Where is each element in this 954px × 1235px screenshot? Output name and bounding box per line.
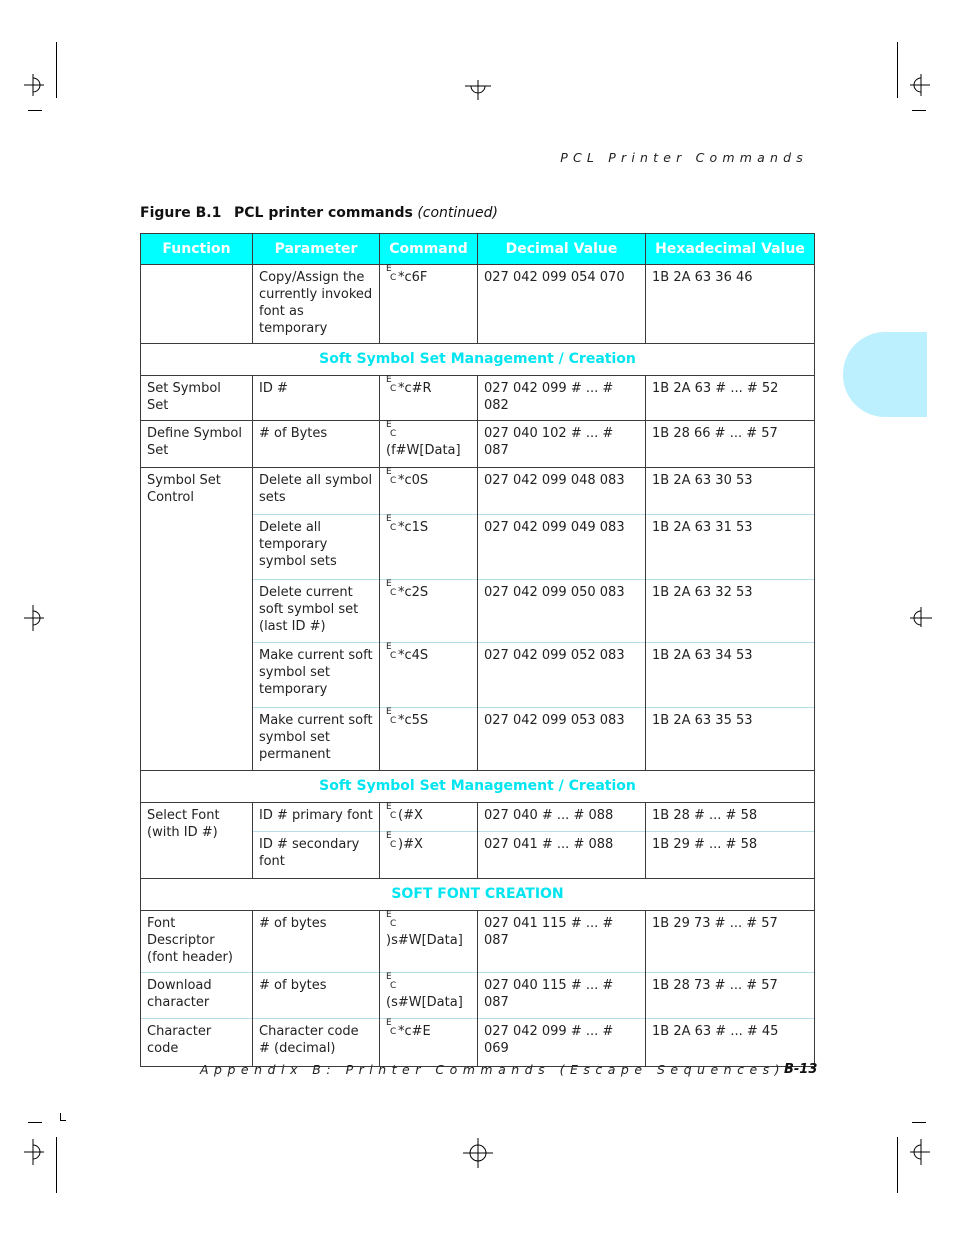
- escape-char: E C: [386, 707, 397, 726]
- cell-parameter: Delete all temporary symbol sets: [253, 515, 380, 580]
- cell-command: E C (#X: [380, 803, 478, 832]
- cell-decimal: 027 041 115 # ... # 087: [478, 911, 646, 973]
- cell-parameter: Delete current soft symbol set (last ID #): [253, 580, 380, 643]
- table-row: [141, 421, 815, 468]
- cell-parameter: # of Bytes: [253, 421, 380, 468]
- cell-function: Set Symbol Set: [141, 376, 253, 421]
- cell-command: E C *c#E: [380, 1019, 478, 1067]
- cell-hex: 1B 28 73 # ... # 57: [646, 973, 815, 1019]
- figure-caption: [140, 205, 498, 221]
- cell-command: E C (f#W[Data]: [380, 421, 478, 468]
- registration-mark-icon: [465, 78, 491, 100]
- cell-hex: 1B 2A 63 # ... # 45: [646, 1019, 815, 1067]
- cell-parameter: Delete all symbol sets: [253, 468, 380, 515]
- registration-mark-icon: [22, 605, 44, 631]
- cell-hex: 1B 2A 63 32 53: [646, 580, 815, 643]
- crop-mark: [56, 1137, 57, 1193]
- cell-hex: 1B 29 73 # ... # 57: [646, 911, 815, 973]
- table-row: [141, 973, 815, 1019]
- cell-function: Define Symbol Set: [141, 421, 253, 468]
- table-row: [141, 803, 815, 832]
- table-row: [141, 1019, 815, 1067]
- crop-mark: [56, 42, 57, 98]
- crop-mark: [897, 1137, 898, 1193]
- cell-hex: 1B 28 66 # ... # 57: [646, 421, 815, 468]
- section-header: [141, 344, 815, 376]
- registration-mark-icon: [910, 1139, 932, 1165]
- cell-parameter: ID #: [253, 376, 380, 421]
- header-decimal: Decimal Value: [478, 234, 646, 265]
- section-title: Soft Symbol Set Management / Creation: [141, 344, 815, 376]
- cell-hex: 1B 2A 63 # ... # 52: [646, 376, 815, 421]
- section-title: SOFT FONT CREATION: [141, 879, 815, 911]
- cell-command: E C *c1S: [380, 515, 478, 580]
- escape-char: E C: [386, 972, 397, 991]
- page-number: B-13: [784, 1062, 818, 1077]
- registration-mark-icon: [22, 1139, 44, 1165]
- chapter-thumb-tab: [843, 332, 927, 417]
- cell-command: E C *c5S: [380, 708, 478, 771]
- registration-mark-icon: [910, 605, 932, 631]
- header-command: Command: [380, 234, 478, 265]
- escape-char: E C: [386, 831, 397, 850]
- cell-parameter: Character code # (decimal): [253, 1019, 380, 1067]
- table-row: [141, 265, 815, 344]
- cell-decimal: 027 040 102 # ... # 087: [478, 421, 646, 468]
- cell-command: E C )s#W[Data]: [380, 911, 478, 973]
- cell-command: E C *c2S: [380, 580, 478, 643]
- cell-parameter: ID # primary font: [253, 803, 380, 832]
- table-row: [141, 911, 815, 973]
- escape-char: E C: [386, 1018, 397, 1037]
- cell-hex: 1B 2A 63 35 53: [646, 708, 815, 771]
- cell-hex: 1B 2A 63 31 53: [646, 515, 815, 580]
- cell-parameter: # of bytes: [253, 973, 380, 1019]
- cell-command: E C *c#R: [380, 376, 478, 421]
- cell-decimal: 027 042 099 050 083: [478, 580, 646, 643]
- escape-char: E C: [386, 375, 397, 394]
- escape-char: E C: [386, 467, 397, 486]
- cell-hex: 1B 2A 63 36 46: [646, 265, 815, 344]
- cell-parameter: # of bytes: [253, 911, 380, 973]
- table-row: [141, 468, 815, 515]
- crop-mark: [28, 1122, 42, 1123]
- escape-char: E C: [386, 802, 397, 821]
- cell-function: Download character: [141, 973, 253, 1019]
- section-title: Soft Symbol Set Management / Creation: [141, 771, 815, 803]
- registration-mark-icon: [463, 1138, 493, 1168]
- cell-decimal: 027 042 099 052 083: [478, 643, 646, 708]
- crop-mark: [60, 1120, 66, 1121]
- escape-char: E C: [386, 642, 397, 661]
- cell-decimal: 027 042 099 # ... # 082: [478, 376, 646, 421]
- escape-char: E C: [386, 420, 397, 439]
- running-head: PCL Printer Commands: [560, 150, 808, 165]
- cell-parameter: Copy/Assign the currently invoked font as temporary: [253, 265, 380, 344]
- crop-mark: [912, 110, 926, 111]
- cell-hex: 1B 28 # ... # 58: [646, 803, 815, 832]
- cell-function: Symbol Set Control: [141, 468, 253, 771]
- figure-title: PCL printer commands: [234, 205, 413, 221]
- cell-parameter: ID # secondary font: [253, 832, 380, 879]
- cell-hex: 1B 2A 63 30 53: [646, 468, 815, 515]
- cell-decimal: 027 041 # ... # 088: [478, 832, 646, 879]
- section-header: [141, 771, 815, 803]
- cell-command: E C *c4S: [380, 643, 478, 708]
- cell-decimal: 027 042 099 053 083: [478, 708, 646, 771]
- footer-text: Appendix B: Printer Commands (Escape Sequences): [200, 1062, 786, 1077]
- cell-function: Character code: [141, 1019, 253, 1067]
- cell-function: Font Descriptor (font header): [141, 911, 253, 973]
- cell-parameter: Make current soft symbol set permanent: [253, 708, 380, 771]
- cell-decimal: 027 042 099 # ... # 069: [478, 1019, 646, 1067]
- cell-function: Select Font (with ID #): [141, 803, 253, 879]
- cell-command: E C )#X: [380, 832, 478, 879]
- cell-decimal: 027 040 # ... # 088: [478, 803, 646, 832]
- table-row: [141, 376, 815, 421]
- registration-mark-icon: [22, 74, 44, 96]
- cell-command: E C *c0S: [380, 468, 478, 515]
- escape-char: E C: [386, 910, 397, 929]
- cell-parameter: Make current soft symbol set temporary: [253, 643, 380, 708]
- crop-mark: [912, 1122, 926, 1123]
- header-row: [141, 234, 815, 265]
- figure-continued: (continued): [417, 205, 498, 221]
- registration-mark-icon: [910, 74, 932, 96]
- section-header: [141, 879, 815, 911]
- cell-hex: 1B 2A 63 34 53: [646, 643, 815, 708]
- cell-command: E C (s#W[Data]: [380, 973, 478, 1019]
- cell-function: [141, 265, 253, 344]
- escape-char: E C: [386, 579, 397, 598]
- pcl-commands-table: [140, 233, 815, 1067]
- cell-decimal: 027 042 099 048 083: [478, 468, 646, 515]
- cell-decimal: 027 042 099 054 070: [478, 265, 646, 344]
- cell-decimal: 027 040 115 # ... # 087: [478, 973, 646, 1019]
- crop-mark: [897, 42, 898, 98]
- cell-hex: 1B 29 # ... # 58: [646, 832, 815, 879]
- escape-char: E C: [386, 264, 397, 283]
- header-hex: Hexadecimal Value: [646, 234, 815, 265]
- escape-char: E C: [386, 514, 397, 533]
- header-parameter: Parameter: [253, 234, 380, 265]
- crop-mark: [28, 110, 42, 111]
- cell-decimal: 027 042 099 049 083: [478, 515, 646, 580]
- cell-command: E C *c6F: [380, 265, 478, 344]
- header-function: Function: [141, 234, 253, 265]
- figure-number: Figure B.1: [140, 205, 222, 221]
